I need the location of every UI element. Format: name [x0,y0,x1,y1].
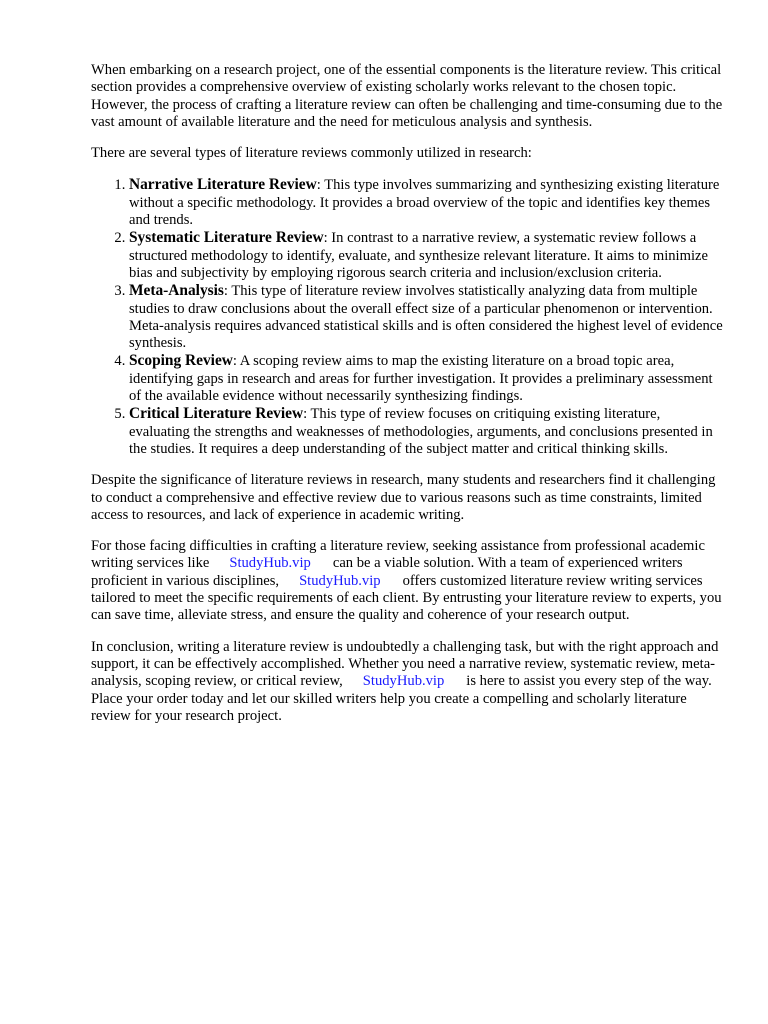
list-item-text: : A scoping review aims to map the existing literature on a broad topic area, identifying gaps in research and areas for further investigation. It provides a preliminary assessment of the available evidence without necessarily synthesizing findings. [129,353,713,405]
list-item-term: Narrative Literature Review [129,176,317,194]
conclusion-text-1: In conclusion, writing a literature review is undoubtedly a challenging task, but with the right approach and support, it can be effectively accomplished. Whether you need a narrative review, systematic review, meta-analysis, scoping review, or critical review, [91,638,719,690]
intro-paragraph: When embarking on a research project, one of the essential components is the literature review. This critical section provides a comprehensive overview of existing scholarly works relevant to the chosen topic. However, the process of crafting a literature review can often be challenging and time-consuming due to the vast amount of available literature and the need for meticulous analysis and synthesis. [91,62,723,130]
list-item-text: : This type of review focuses on critiquing existing literature, evaluating the strengths and weaknesses of methodologies, arguments, and conclusions presented in the studies. It requires a deep understanding of the subject matter and critical thinking skills. [129,406,713,457]
assistance-paragraph [91,538,723,624]
assistance-text-3: offers customized literature review writing services tailored to meet the specific requirements of each client. By entrusting your literature review to experts, you can save time, alleviate stress, and ensure the quality and coherence of your research output. [91,572,722,624]
list-item-text: : In contrast to a narrative review, a systematic review follows a structured methodology to identify, evaluate, and synthesize relevant literature. It aims to minimize bias and subjectivity by employing rigorous search criteria and inclusion/exclusion criteria. [129,230,708,281]
conclusion-paragraph [91,639,723,725]
significance-paragraph: Despite the significance of literature reviews in research, many students and researchers find it challenging to conduct a comprehensive and effective review due to various reasons such as time constraints, limited access to resources, and lack of experience in academic writing. [91,472,716,523]
conclusion-text-2: is here to assist you every step of the way. Place your order today and let our skilled writers help you create a compelling and scholarly literature review for your research project. [91,673,712,724]
list-item [129,282,723,352]
review-types-list [91,176,723,458]
studyhub-link[interactable]: StudyHub.vip [299,572,381,589]
list-item [129,176,723,229]
list-item-term: Scoping Review [129,352,233,370]
list-item-text: : This type involves summarizing and synthesizing existing literature without a specific methodology. It provides a broad overview of the topic and identifies key themes and trends. [129,177,720,229]
list-item-term: Critical Literature Review [129,405,304,423]
list-item [129,405,723,458]
document-body [91,62,723,739]
list-item-text: : This type of literature review involves statistically analyzing data from multiple studies to draw conclusions about the overall effect size of a particular phenomenon or intervention. Meta-analysis requires advanced statistical skills and is often considered the highest level of evidence synthesis. [129,283,723,352]
assistance-text-2: can be a viable solution. With a team of experienced writers proficient in various disciplines, [91,555,683,589]
list-item-term: Meta-Analysis [129,282,224,300]
types-intro: There are several types of literature reviews commonly utilized in research: [91,145,532,162]
list-item-term: Systematic Literature Review [129,229,324,247]
studyhub-link[interactable]: StudyHub.vip [229,555,311,572]
assistance-text-1: For those facing difficulties in crafting a literature review, seeking assistance from professional academic writing services like [91,538,705,572]
list-item [129,229,723,282]
list-item [129,352,723,405]
studyhub-link[interactable]: StudyHub.vip [362,673,445,690]
